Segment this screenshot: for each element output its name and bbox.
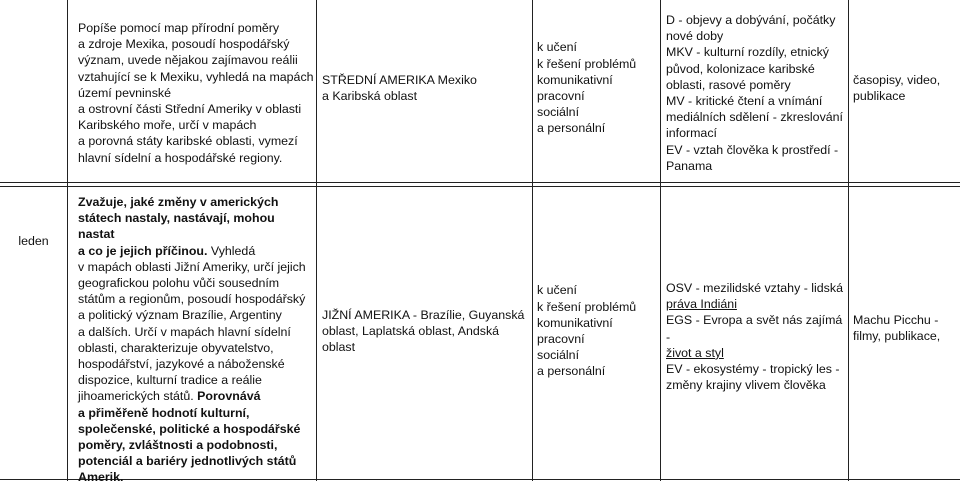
- competence-item: a personální: [537, 121, 606, 136]
- material-line: filmy, publikace,: [853, 329, 941, 344]
- crosscurricular-line: EV - vztah člověka k prostředí -: [666, 142, 839, 157]
- goal-line: a dalších. Určí v mapách hlavní sídelní: [78, 324, 291, 339]
- goal-line: a zdroje Mexika, posoudí hospodářský: [78, 37, 290, 52]
- goal-line: Zvažuje, jaké změny v amerických: [78, 195, 279, 209]
- goal-line: území pevninské: [78, 85, 171, 100]
- crosscurricular-line: nové doby: [666, 29, 724, 44]
- goal-line-tail-bold: Porovnává: [193, 389, 261, 404]
- competence-item: komunikativní: [537, 72, 613, 87]
- row1-materials-cell: [853, 0, 958, 176]
- topic-line: JIŽNÍ AMERIKA - Brazílie, Guyanská: [322, 307, 525, 322]
- goal-line: a přiměřeně hodnotí kulturní,: [78, 405, 250, 420]
- goal-line: a porovná státy karibské oblasti, vymezí: [78, 134, 298, 149]
- crosscurricular-line: oblasti, rasové poměry: [666, 77, 791, 92]
- crosscurricular-line: EV - ekosystémy - tropický les -: [666, 362, 840, 377]
- competence-item: k řešení problémů: [537, 299, 637, 314]
- row2-goals-cell: [78, 194, 314, 486]
- crosscurricular-line: OSV - mezilidské vztahy - lidská: [666, 281, 843, 295]
- goal-line: vztahující se k Mexiku, vyhledá na mapách: [78, 69, 314, 84]
- goal-line: v mapách oblasti Jižní Ameriky, určí jejich: [78, 259, 306, 274]
- goal-line: společenské, politické a hospodářské: [78, 421, 301, 436]
- crosscurricular-line: změny krajiny vlivem člověka: [666, 378, 826, 393]
- row1-competences-cell: [537, 0, 657, 176]
- competence-item: pracovní: [537, 89, 585, 103]
- goal-line: hlavní sídelní a hospodářské regiony.: [78, 150, 283, 165]
- crosscurricular-line: mediálních sdělení - zkreslování: [666, 110, 843, 125]
- row2-crosscurricular-cell: [666, 280, 846, 393]
- crosscurricular-line: EGS - Evropa a svět nás zajímá -: [666, 313, 843, 344]
- competence-item: sociální: [537, 348, 580, 363]
- goal-line-plain: jihoamerických států.: [78, 389, 194, 404]
- crosscurricular-line: Panama: [666, 158, 713, 173]
- crosscurricular-line: informací: [666, 126, 717, 141]
- material-line: publikace: [853, 89, 906, 103]
- goal-line: a ostrovní části Střední Ameriky v oblasti: [78, 102, 302, 117]
- column-divider: [316, 0, 317, 481]
- competence-item: k řešení problémů: [537, 56, 637, 71]
- month-label: leden: [18, 233, 49, 248]
- goal-line-bold: a co je jejich příčinou.: [78, 243, 208, 258]
- topic-line: oblast, Laplatská oblast, Andská oblast: [322, 323, 500, 355]
- row2-month-cell: [0, 186, 67, 296]
- goal-line: význam, uvede nějakou zajímavou reálii: [78, 53, 298, 68]
- goal-line: geografickou polohu vůči sousedním: [78, 276, 280, 291]
- crosscurricular-line: D - objevy a dobývání, počátky: [666, 13, 836, 27]
- crosscurricular-line: původ, kolonizace karibské: [666, 61, 815, 76]
- goal-line: státům a regionům, posoudí hospodářský: [78, 292, 306, 307]
- competence-item: komunikativní: [537, 315, 613, 330]
- goal-line-tail: Vyhledá: [207, 243, 256, 258]
- competence-item: sociální: [537, 105, 580, 120]
- material-line: Machu Picchu -: [853, 313, 939, 327]
- crosscurricular-line: život a styl: [666, 345, 724, 360]
- goal-line: oblasti, charakterizuje obyvatelstvo,: [78, 340, 274, 355]
- competence-item: a personální: [537, 364, 606, 379]
- row2-competences-cell: [537, 186, 657, 476]
- column-divider: [848, 0, 849, 481]
- row1-goals-cell: [78, 20, 314, 166]
- topic-line: a Karibská oblast: [322, 89, 418, 103]
- row-divider: [0, 182, 960, 183]
- row2-materials-cell: [853, 312, 958, 344]
- column-divider: [660, 0, 661, 481]
- goal-line: hospodářství, jazykové a náboženské: [78, 357, 285, 372]
- goal-line: dispozice, kulturní tradice a reálie: [78, 373, 262, 388]
- competence-item: k učení: [537, 283, 577, 298]
- row1-crosscurricular-cell: [666, 12, 846, 174]
- goal-line: poměry, zvláštnosti a podobnosti,: [78, 438, 278, 453]
- goal-line: [78, 388, 314, 404]
- topic-line: STŘEDNÍ AMERIKA Mexiko: [322, 72, 477, 87]
- goal-line: státech nastaly, nastávají, mohou nastat: [78, 211, 275, 242]
- column-divider: [67, 0, 68, 481]
- material-line: časopisy, video,: [853, 72, 941, 87]
- row1-topic-cell: [322, 0, 530, 176]
- goal-line: Karibského moře, určí v mapách: [78, 118, 257, 133]
- competence-item: pracovní: [537, 332, 585, 346]
- crosscurricular-line: MKV - kulturní rozdíly, etnický: [666, 45, 829, 60]
- row2-topic-cell: [322, 186, 532, 476]
- goal-line: Popíše pomocí map přírodní poměry: [78, 21, 280, 35]
- goal-line: Amerik.: [78, 470, 124, 485]
- goal-line: a politický význam Brazílie, Argentiny: [78, 308, 282, 323]
- goal-line: potenciál a bariéry jednotlivých států: [78, 454, 297, 469]
- goal-line: [78, 243, 314, 259]
- column-divider: [532, 0, 533, 481]
- competence-item: k učení: [537, 40, 577, 55]
- crosscurricular-line: MV - kritické čtení a vnímání: [666, 94, 823, 109]
- crosscurricular-line: práva Indiáni: [666, 297, 737, 312]
